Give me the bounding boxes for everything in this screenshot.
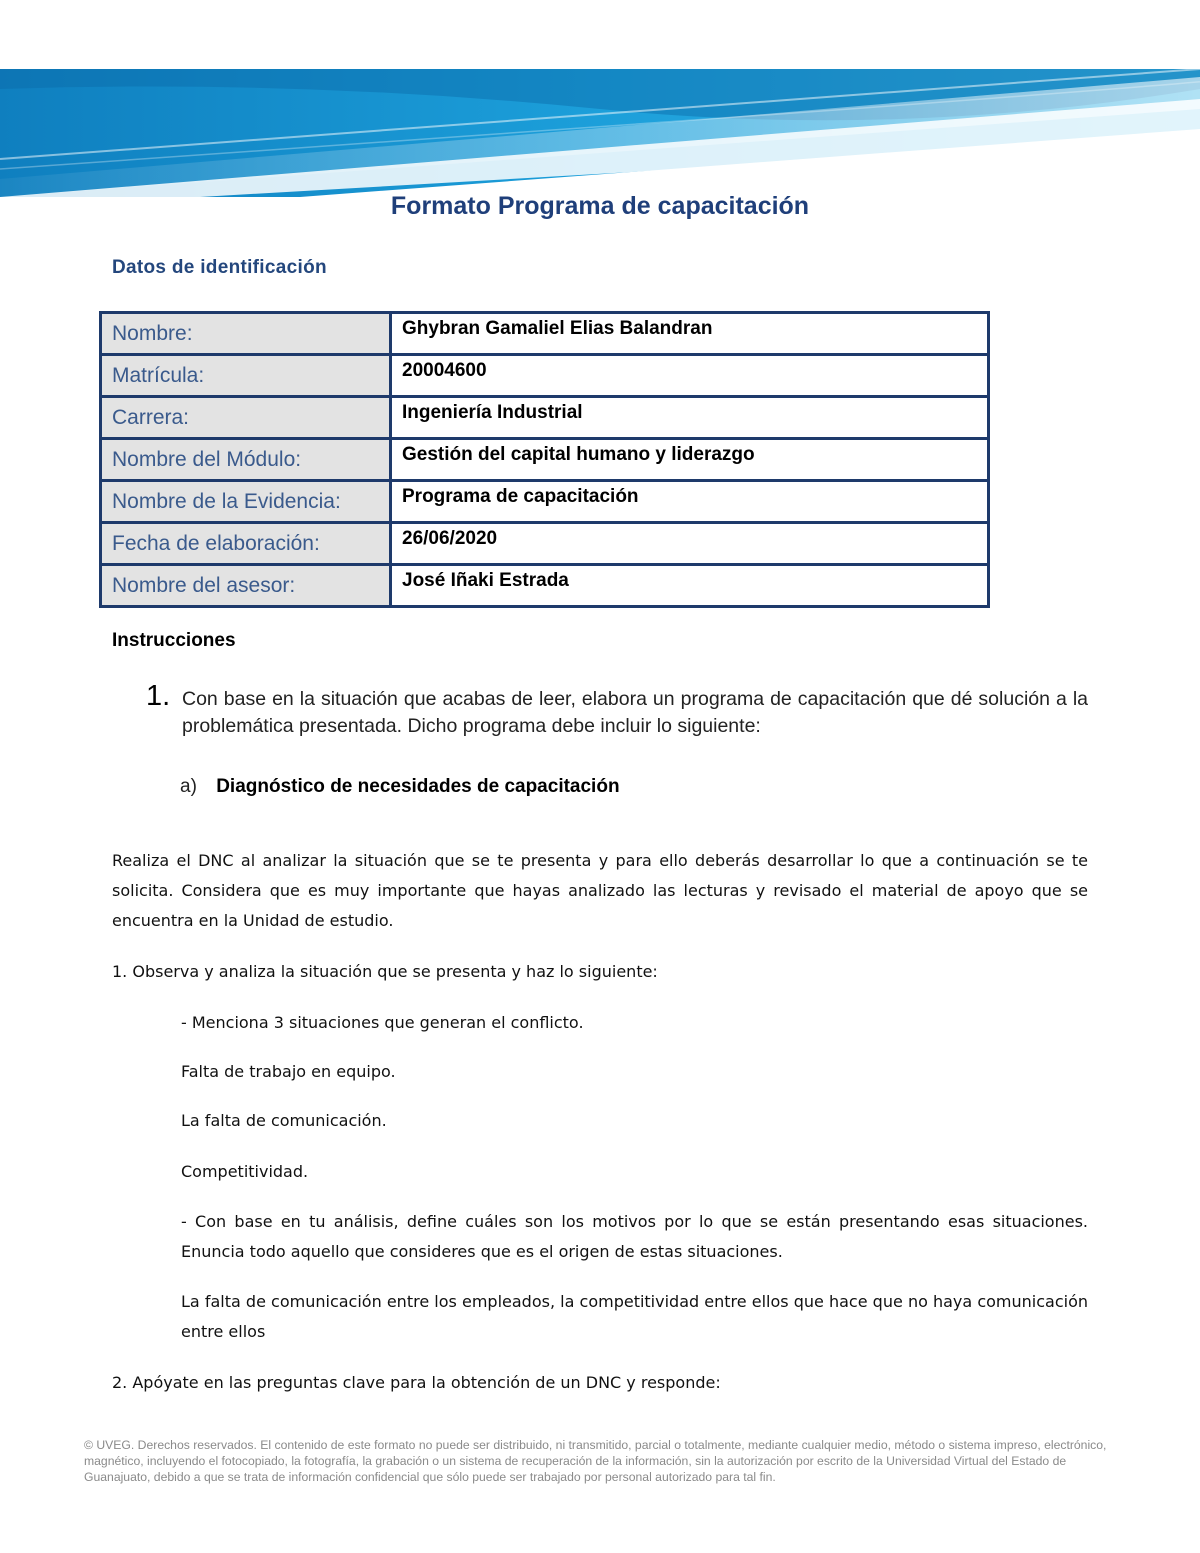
- intro-paragraph: Realiza el DNC al analizar la situación que se te presenta y para ello deberás desarrollar lo que a continuación se te solicita. Considera que es muy importante que hayas analizado las lecturas y revisado el material de apoyo que se encuentra en la Unidad de estudio.: [112, 851, 1088, 930]
- bullet-1: - Menciona 3 situaciones que generan el conflicto.: [181, 1013, 584, 1032]
- row-label: Nombre del asesor:: [101, 565, 391, 607]
- copyright-footer: © UVEG. Derechos reservados. El contenido de este formato no puede ser distribuido, ni transmitido, parcial o totalmente, mediante cualquier medio, método o sistema impreso, electrónico, magnético, incluyendo el fotocopiado, la fotografía, la grabación o un sistema de recuperación de la información, sin la autorización por escrito de la Universidad Virtual del Estado de Guanajuato, debido a que se trata de información confidencial que sólo puede ser trabajado por personal autorizado para tal fin.: [84, 1438, 1107, 1484]
- answer-1: Falta de trabajo en equipo.: [181, 1062, 396, 1081]
- instruction-item-1: [146, 680, 1088, 740]
- table-row: [101, 439, 989, 481]
- row-value: 20004600: [391, 355, 989, 397]
- row-label: Carrera:: [101, 397, 391, 439]
- row-value: Programa de capacitación: [391, 481, 989, 523]
- step-1: 1. Observa y analiza la situación que se presenta y haz lo siguiente:: [112, 962, 658, 981]
- document-title: Formato Programa de capacitación: [390, 192, 810, 220]
- row-value: José Iñaki Estrada: [391, 565, 989, 607]
- table-row: [101, 397, 989, 439]
- answer-2: La falta de comunicación.: [181, 1111, 387, 1130]
- subsection-letter: a): [180, 776, 197, 797]
- step-2: 2. Apóyate en las preguntas clave para la obtención de un DNC y responde:: [112, 1373, 721, 1392]
- row-value: Ingeniería Industrial: [391, 397, 989, 439]
- row-label: Fecha de elaboración:: [101, 523, 391, 565]
- answer-4: La falta de comunicación entre los empleados, la competitividad entre ellos que hace que no haya comunicación entre ellos: [181, 1292, 1088, 1341]
- bullet-2: - Con base en tu análisis, define cuáles son los motivos por lo que se están presentando esas situaciones. Enuncia todo aquello que consideres que es el origen de estas situaciones.: [181, 1212, 1088, 1261]
- item-text: Con base en la situación que acabas de leer, elabora un programa de capacitación que dé solución a la problemática presentada. Dicho programa debe incluir lo siguiente:: [182, 688, 1088, 737]
- row-label: Matrícula:: [101, 355, 391, 397]
- table-row: [101, 481, 989, 523]
- row-label: Nombre de la Evidencia:: [101, 481, 391, 523]
- row-label: Nombre:: [101, 313, 391, 355]
- subsection-a: [180, 776, 620, 798]
- instructions-title: Instrucciones: [112, 630, 236, 651]
- row-label: Nombre del Módulo:: [101, 439, 391, 481]
- table-row: [101, 355, 989, 397]
- row-value: 26/06/2020: [391, 523, 989, 565]
- identification-heading: Datos de identificación: [112, 257, 327, 278]
- subsection-heading: Diagnóstico de necesidades de capacitación: [216, 776, 620, 797]
- header-banner: [0, 69, 1200, 197]
- row-value: Gestión del capital humano y liderazgo: [391, 439, 989, 481]
- table-row: [101, 523, 989, 565]
- row-value: Ghybran Gamaliel Elias Balandran: [391, 313, 989, 355]
- table-row: [101, 565, 989, 607]
- answer-3: Competitividad.: [181, 1162, 309, 1181]
- identification-table: [99, 311, 990, 608]
- table-row: [101, 313, 989, 355]
- item-number: 1.: [146, 680, 171, 712]
